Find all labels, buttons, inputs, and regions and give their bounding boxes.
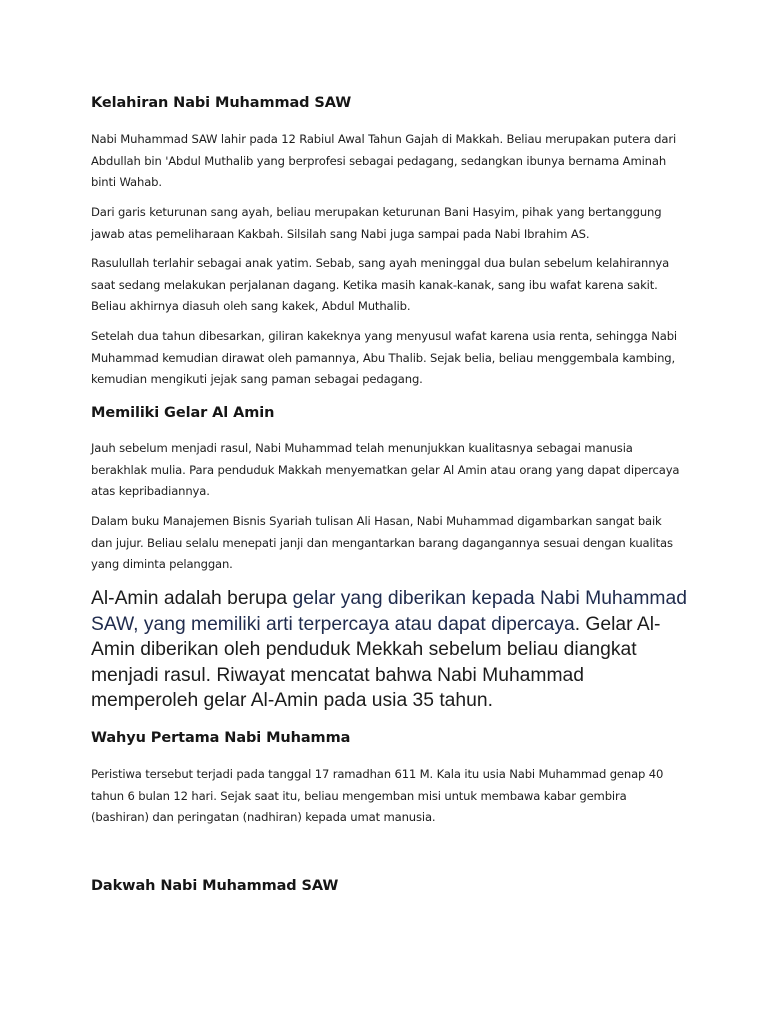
- paragraph-wahyu-1: Peristiwa tersebut terjadi pada tanggal 17 ramadhan 611 M. Kala itu usia Nabi Muhammad genap 40 tahun 6 bulan 12 hari. Sejak saat itu, beliau mengemban misi untuk membawa kabar gembira (bashiran) dan peringatan (nadhiran) kepada umat manusia.: [91, 767, 664, 824]
- heading-al-amin: Memiliki Gelar Al Amin: [91, 405, 275, 421]
- paragraph-kelahiran-2: Dari garis keturunan sang ayah, beliau merupakan keturunan Bani Hasyim, pihak yang bertanggung jawab atas pemeliharaan Kakbah. Silsilah sang Nabi juga sampai pada Nabi Ibrahim AS.: [91, 205, 662, 241]
- paragraph-kelahiran-1: Nabi Muhammad SAW lahir pada 12 Rabiul Awal Tahun Gajah di Makkah. Beliau merupakan putera dari Abdullah bin 'Abdul Muthalib yang berprofesi sebagai pedagang, sedangkan ibunya bernama Aminah binti Wahab.: [91, 132, 677, 189]
- quote-part-2: . Gelar Al-Amin diberikan oleh penduduk Mekkah sebelum beliau diangkat menjadi rasul. Riwayat mencatat bahwa Nabi Muhammad memperoleh gelar Al-Amin pada usia 35 tahun.: [91, 613, 661, 711]
- paragraph-al-amin-1: Jauh sebelum menjadi rasul, Nabi Muhammad telah menunjukkan kualitasnya sebagai manusia berakhlak mulia. Para penduduk Makkah menyematkan gelar Al Amin atau orang yang dapat dipercaya atas kepribadiannya.: [91, 441, 680, 498]
- heading-wahyu-pertama: Wahyu Pertama Nabi Muhamma: [91, 730, 351, 746]
- heading-kelahiran: Kelahiran Nabi Muhammad SAW: [91, 95, 352, 111]
- heading-dakwah: Dakwah Nabi Muhammad SAW: [91, 878, 339, 894]
- paragraph-al-amin-2: Dalam buku Manajemen Bisnis Syariah tulisan Ali Hasan, Nabi Muhammad digambarkan sangat baik dan jujur. Beliau selalu menepati janji dan mengantarkan barang dagangannya sesuai dengan kualitas yang diminta pelanggan.: [91, 514, 673, 571]
- paragraph-kelahiran-3: Rasulullah terlahir sebagai anak yatim. Sebab, sang ayah meninggal dua bulan sebelum kelahirannya saat sedang melakukan perjalanan dagang. Ketika masih kanak-kanak, sang ibu wafat karena sakit. Beliau akhirnya diasuh oleh sang kakek, Abdul Muthalib.: [91, 256, 670, 313]
- quote-al-amin: [91, 586, 691, 714]
- quote-part-1: Al-Amin adalah berupa: [91, 588, 293, 609]
- quote-highlight: gelar yang diberikan kepada Nabi Muhammad SAW, yang memiliki arti terpercaya atau dapat dipercaya: [91, 588, 687, 635]
- paragraph-kelahiran-4: Setelah dua tahun dibesarkan, giliran kakeknya yang menyusul wafat karena usia renta, sehingga Nabi Muhammad kemudian dirawat oleh pamannya, Abu Thalib. Sejak belia, beliau menggembala kambing, kemudian mengikuti jejak sang paman sebagai pedagang.: [91, 329, 677, 386]
